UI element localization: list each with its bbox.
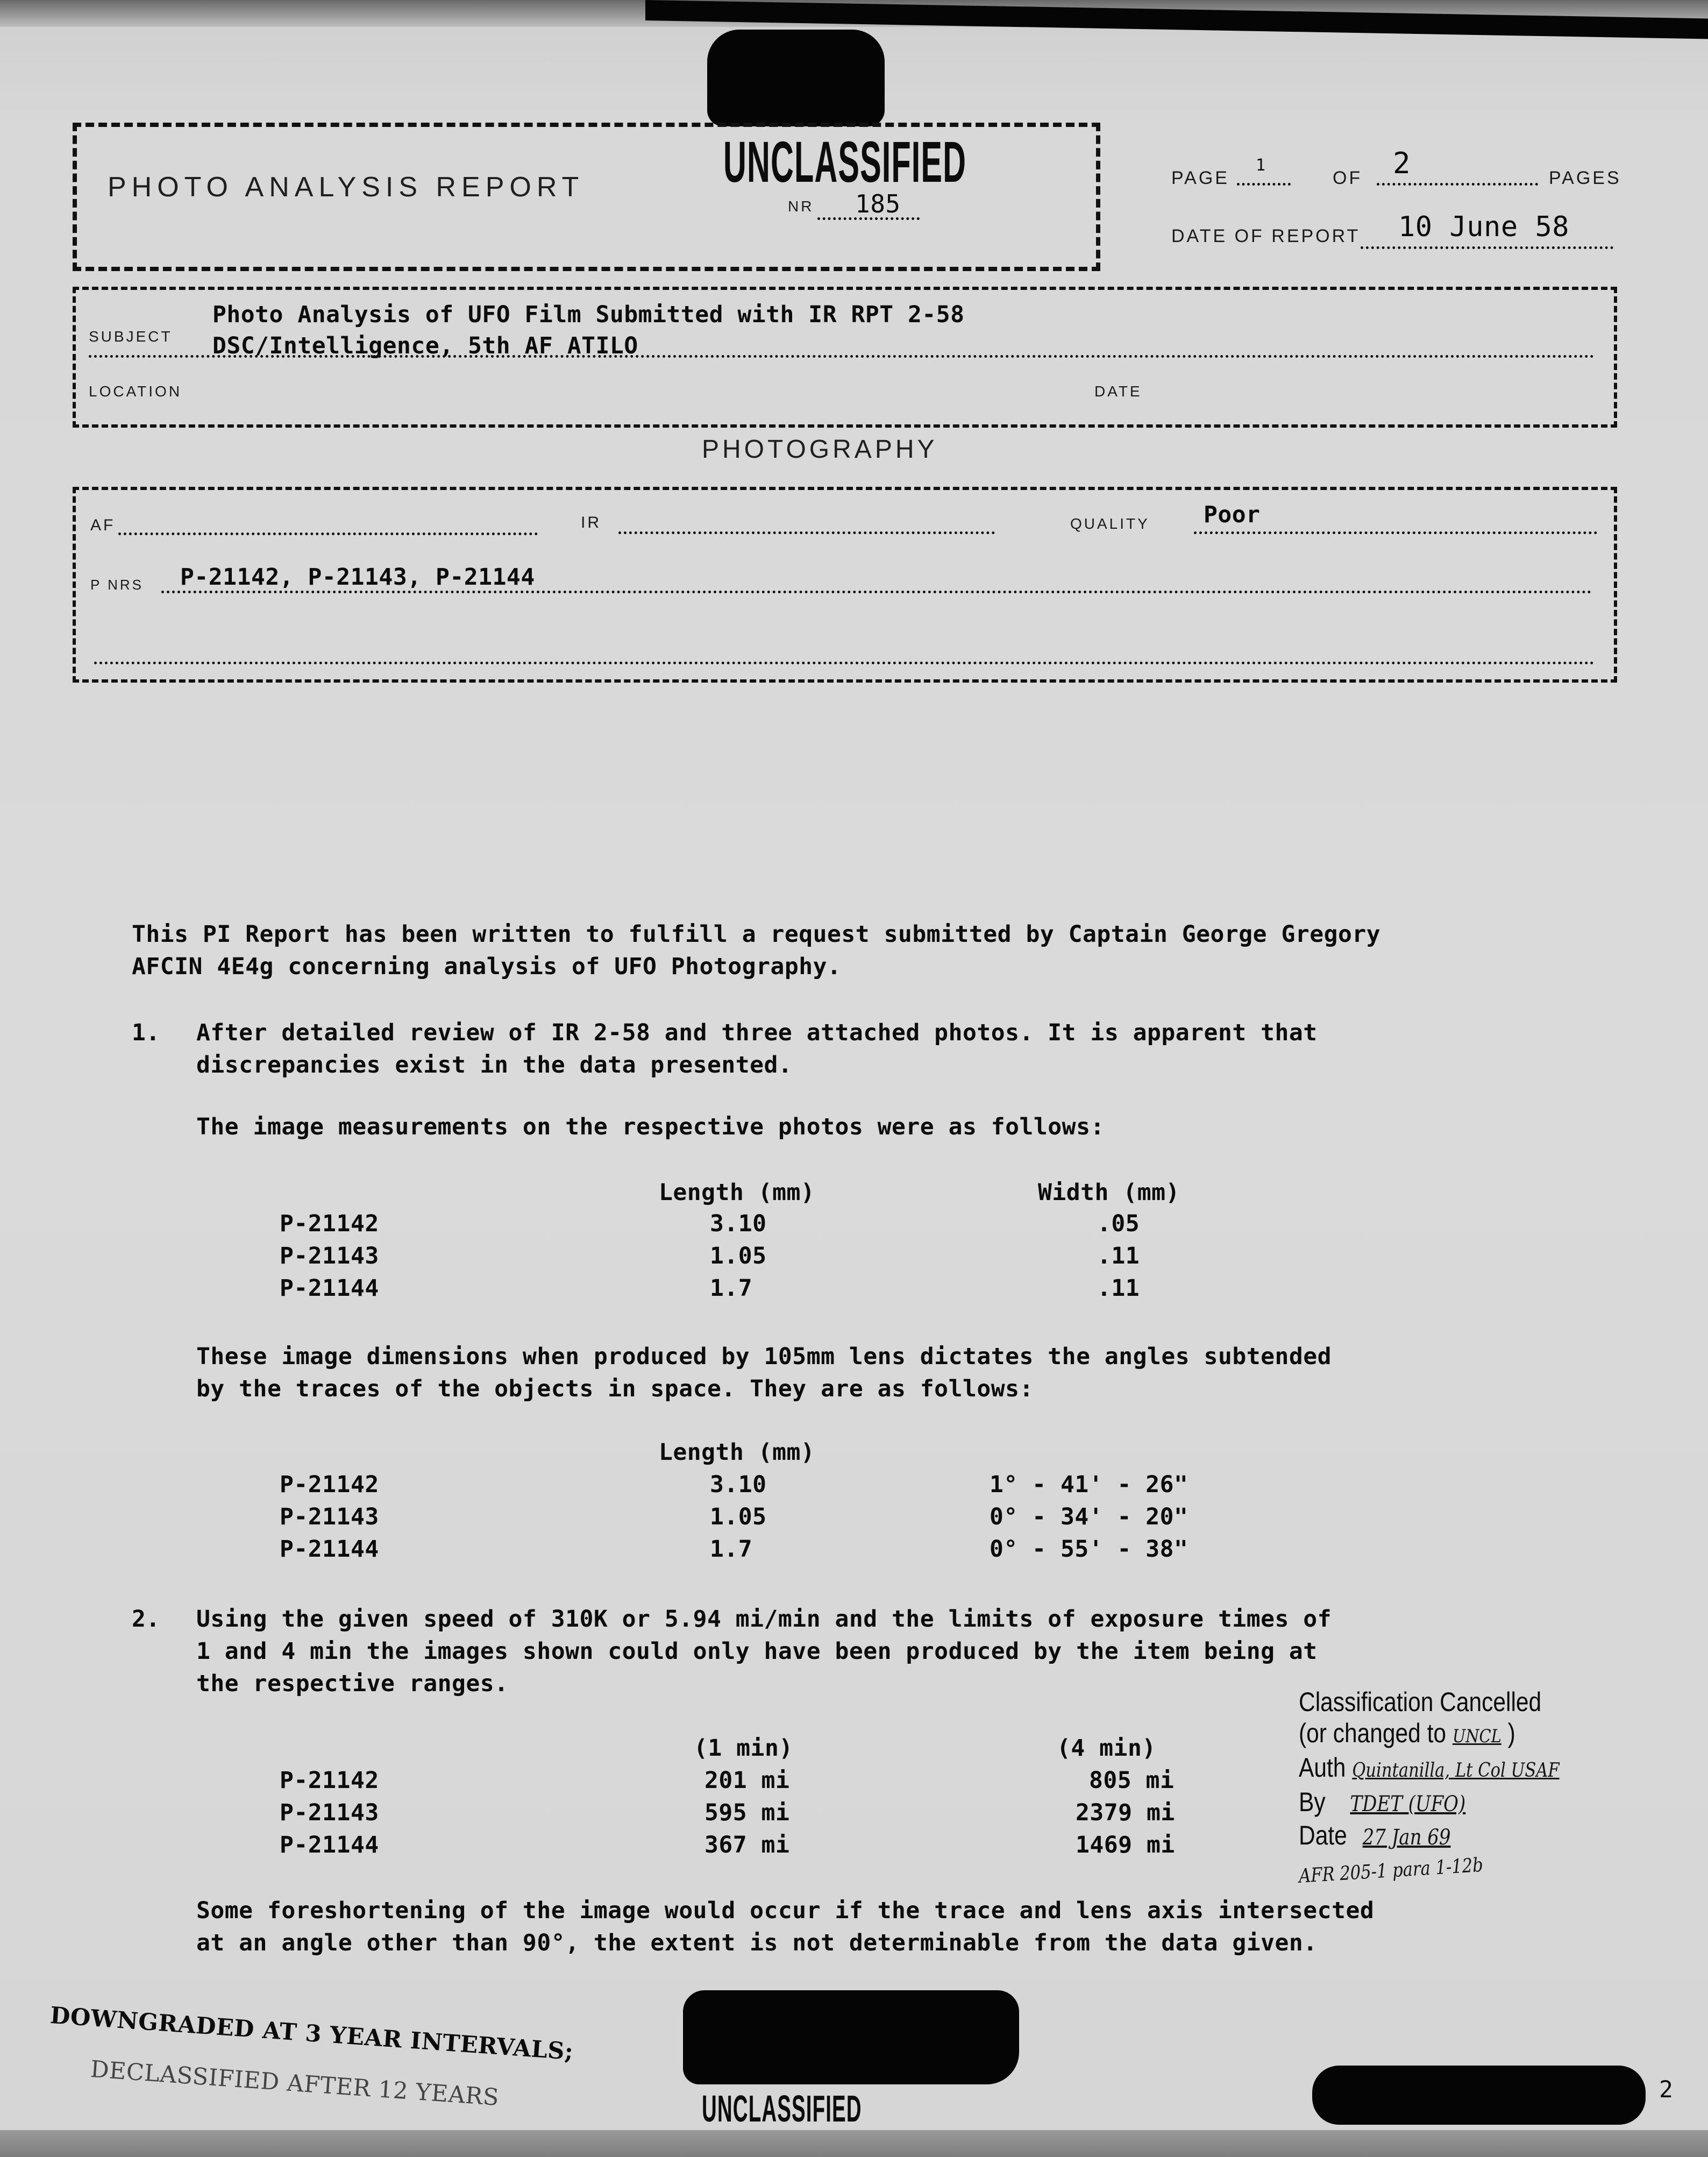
stamp-line-2-close: ) bbox=[1507, 1718, 1515, 1748]
closing-line-2: at an angle other than 90°, the extent is not determinable from the data given. bbox=[196, 1929, 1318, 1956]
photo-id: P-21143 bbox=[280, 1503, 379, 1530]
angles-intro-line-1: These image dimensions when produced by 105mm lens dictates the angles subtended bbox=[196, 1343, 1332, 1370]
photo-id: P-21143 bbox=[280, 1799, 379, 1826]
range-4min: 805 mi bbox=[1089, 1767, 1175, 1794]
stamp-changed-to-label: (or changed to bbox=[1299, 1718, 1447, 1748]
ir-underline bbox=[618, 531, 995, 534]
intro-line-2: AFCIN 4E4g concerning analysis of UFO Photography. bbox=[132, 953, 842, 980]
range-1min: 367 mi bbox=[704, 1832, 790, 1858]
stamp-changed-to-value: UNCL bbox=[1452, 1726, 1501, 1747]
page-label: PAGE bbox=[1171, 168, 1229, 188]
of-label: OF bbox=[1333, 168, 1363, 188]
report-nr-label: NR bbox=[788, 198, 814, 215]
classification-stamp-bottom: UNCLASSIFIED bbox=[702, 2088, 862, 2130]
page-number-underline bbox=[1237, 183, 1291, 186]
scan-edge-bottom bbox=[0, 2130, 1708, 2157]
subject-label: SUBJECT bbox=[89, 328, 173, 345]
quality-label: QUALITY bbox=[1070, 515, 1150, 532]
page-number: 1 bbox=[1256, 156, 1266, 175]
date-of-report-label: DATE OF REPORT bbox=[1171, 226, 1361, 246]
angle-value: 1° - 41' - 26" bbox=[990, 1471, 1189, 1498]
photo-id: P-21142 bbox=[280, 1471, 379, 1498]
report-nr-underline bbox=[817, 217, 920, 220]
stamp-by-value: TDET (UFO) bbox=[1350, 1792, 1466, 1817]
item-2-line-3: the respective ranges. bbox=[196, 1670, 509, 1697]
ir-label: IR bbox=[581, 514, 601, 531]
subject-line-1: Photo Analysis of UFO Film Submitted with IR RPT 2-58 bbox=[212, 301, 965, 328]
range-1min: 201 mi bbox=[704, 1767, 790, 1794]
photo-id: P-21142 bbox=[280, 1210, 379, 1237]
report-nr-value: 185 bbox=[855, 189, 901, 218]
item-2-line-2: 1 and 4 min the images shown could only have been produced by the item being at bbox=[196, 1638, 1318, 1665]
width-value: .05 bbox=[1097, 1210, 1140, 1237]
angle-value: 0° - 34' - 20" bbox=[990, 1503, 1189, 1530]
date-of-report-value: 10 June 58 bbox=[1398, 211, 1570, 243]
classification-stamp-top: UNCLASSIFIED bbox=[723, 129, 967, 194]
photo-id: P-21144 bbox=[280, 1275, 379, 1302]
intro-line-1: This PI Report has been written to fulfill a request submitted by Captain George Gregory bbox=[132, 921, 1381, 948]
item-1-line-1: After detailed review of IR 2-58 and three attached photos. It is apparent that bbox=[196, 1019, 1318, 1046]
photography-section-title: PHOTOGRAPHY bbox=[702, 435, 938, 464]
total-pages: 2 bbox=[1393, 146, 1411, 180]
stamp-auth-row bbox=[1299, 1752, 1560, 1786]
length-value: 1.7 bbox=[710, 1536, 753, 1563]
form-title: PHOTO ANALYSIS REPORT bbox=[108, 172, 585, 203]
photo-id: P-21144 bbox=[280, 1832, 379, 1858]
measurements-header-width: Width (mm) bbox=[1038, 1179, 1180, 1206]
redaction-mark-top bbox=[707, 30, 885, 126]
redaction-mark-bottom-center bbox=[683, 1990, 1019, 2084]
range-4min: 2379 mi bbox=[1076, 1799, 1175, 1826]
location-label: LOCATION bbox=[89, 383, 182, 400]
pages-label: PAGES bbox=[1549, 168, 1621, 188]
stamp-date-label: Date bbox=[1299, 1820, 1347, 1850]
ranges-header-4min: (4 min) bbox=[1057, 1735, 1156, 1762]
range-4min: 1469 mi bbox=[1076, 1832, 1175, 1858]
classification-cancelled-stamp bbox=[1298, 1686, 1560, 1888]
stamp-authority-note: AFR 205-1 para 1-12b bbox=[1298, 1854, 1484, 1888]
stamp-auth-signature: Quintanilla, Lt Col USAF bbox=[1352, 1759, 1560, 1782]
length-value: 1.05 bbox=[710, 1503, 767, 1530]
item-1-number: 1. bbox=[132, 1019, 160, 1046]
redaction-mark-bottom-right bbox=[1312, 2066, 1646, 2125]
p-nrs-underline bbox=[161, 591, 1592, 593]
quality-value: Poor bbox=[1204, 501, 1261, 528]
p-nrs-label: P NRS bbox=[90, 577, 144, 593]
item-2-line-1: Using the given speed of 310K or 5.94 mi/min and the limits of exposure times of bbox=[196, 1606, 1332, 1633]
photo-id: P-21144 bbox=[280, 1536, 379, 1563]
width-value: .11 bbox=[1097, 1243, 1140, 1269]
closing-line-1: Some foreshortening of the image would occur if the trace and lens axis intersected bbox=[196, 1897, 1375, 1924]
item-1-line-2: discrepancies exist in the data presented. bbox=[196, 1052, 793, 1078]
photo-id: P-21142 bbox=[280, 1767, 379, 1794]
subject-line-2: DSC/Intelligence, 5th AF ATILO bbox=[212, 332, 638, 359]
length-value: 3.10 bbox=[710, 1210, 767, 1237]
range-1min: 595 mi bbox=[704, 1799, 790, 1826]
stamp-by-row bbox=[1299, 1786, 1560, 1820]
stamp-date-value: 27 Jan 69 bbox=[1362, 1825, 1451, 1850]
length-value: 1.05 bbox=[710, 1243, 767, 1269]
stamp-by-label: By bbox=[1299, 1787, 1326, 1817]
stamp-auth-label: Auth bbox=[1299, 1752, 1346, 1783]
photography-blank-line bbox=[94, 662, 1595, 664]
quality-underline bbox=[1194, 531, 1597, 534]
photo-id: P-21143 bbox=[280, 1243, 379, 1269]
length-value: 1.7 bbox=[710, 1275, 753, 1302]
item-2-number: 2. bbox=[132, 1606, 160, 1633]
date-label: DATE bbox=[1094, 383, 1142, 400]
angles-header-length: Length (mm) bbox=[659, 1439, 815, 1466]
angle-value: 0° - 55' - 38" bbox=[990, 1536, 1189, 1563]
ranges-header-1min: (1 min) bbox=[694, 1735, 793, 1762]
page-mark: 2 bbox=[1659, 2076, 1674, 2103]
date-of-report-underline bbox=[1361, 246, 1613, 249]
stamp-line-2 bbox=[1299, 1718, 1560, 1752]
af-label: AF bbox=[90, 516, 116, 534]
length-value: 3.10 bbox=[710, 1471, 767, 1498]
downgrade-notice: DOWNGRADED AT 3 YEAR INTERVALS; bbox=[49, 2002, 574, 2066]
subject-underline bbox=[89, 355, 1595, 358]
width-value: .11 bbox=[1097, 1275, 1140, 1302]
angles-intro-line-2: by the traces of the objects in space. They are as follows: bbox=[196, 1375, 1034, 1402]
total-pages-underline bbox=[1377, 183, 1538, 186]
af-underline bbox=[118, 533, 538, 535]
measurements-intro: The image measurements on the respective photos were as follows: bbox=[196, 1113, 1105, 1140]
stamp-line-1: Classification Cancelled bbox=[1299, 1687, 1542, 1717]
measurements-header-length: Length (mm) bbox=[659, 1179, 815, 1206]
p-nrs-value: P-21142, P-21143, P-21144 bbox=[180, 564, 535, 591]
declassified-notice: DECLASSIFIED AFTER 12 YEARS bbox=[89, 2056, 500, 2111]
